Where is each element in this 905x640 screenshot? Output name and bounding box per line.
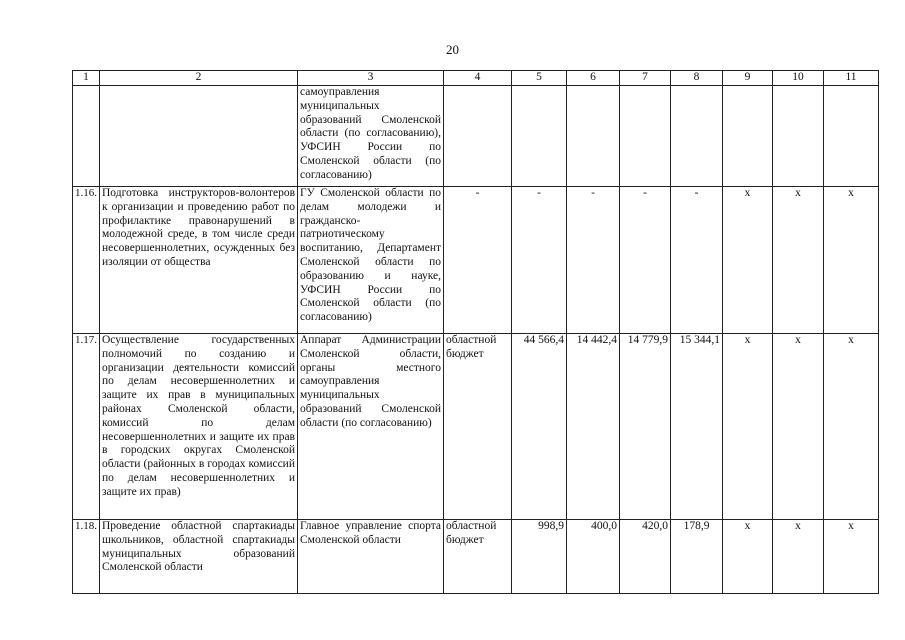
header-col-2: 2 xyxy=(100,71,298,86)
activity-cell: Подготовка инструкторов-волонтеров к организации и проведению работ по профилактике правонарушений в молодежной среде, в том числе среди несовершеннолетних, осужденных без изоляции от общества xyxy=(100,187,298,334)
mark-col-9 xyxy=(723,86,773,187)
value-col-8 xyxy=(671,86,723,187)
row-number: 1.18. xyxy=(73,520,100,594)
value-col-5: 998,9 xyxy=(512,520,567,594)
mark-col-9: х xyxy=(723,187,773,334)
value-col-5: 44 566,4 xyxy=(512,334,567,520)
header-col-1: 1 xyxy=(73,71,100,86)
value-col-6: 400,0 xyxy=(567,520,620,594)
table-row xyxy=(73,187,879,334)
header-col-6: 6 xyxy=(567,71,620,86)
executor-cell: Главное управление спорта Смоленской области xyxy=(298,520,444,594)
value-col-7: - xyxy=(620,187,671,334)
value-col-7 xyxy=(620,86,671,187)
mark-col-10 xyxy=(773,86,824,187)
header-row xyxy=(73,71,879,86)
executor-cell: самоуправления муниципальных образований Смоленской области (по согласованию), УФСИН России по Смоленской области (по согласованию) xyxy=(298,86,444,187)
row-number xyxy=(73,86,100,187)
value-col-8: 15 344,1 xyxy=(671,334,723,520)
value-col-5 xyxy=(512,86,567,187)
row-number: 1.16. xyxy=(73,187,100,334)
executor-cell: ГУ Смоленской области по делам молодежи и гражданско-патриотическому воспитанию, Департамент Смоленской области по образованию и науке, УФСИН России по Смоленской области (по согласованию) xyxy=(298,187,444,334)
funding-source-cell: - xyxy=(444,187,512,334)
table-row xyxy=(73,334,879,520)
value-col-6 xyxy=(567,86,620,187)
table-row xyxy=(73,520,879,594)
mark-col-11: х xyxy=(824,334,879,520)
value-col-6: - xyxy=(567,187,620,334)
mark-col-11 xyxy=(824,86,879,187)
mark-col-10: х xyxy=(773,187,824,334)
activity-cell: Проведение областной спартакиады школьников, областной спартакиады муниципальных образований Смоленской области xyxy=(100,520,298,594)
mark-col-9: х xyxy=(723,520,773,594)
mark-col-9: х xyxy=(723,334,773,520)
value-col-8: 178,9 xyxy=(671,520,723,594)
funding-source-cell xyxy=(444,86,512,187)
value-col-5: - xyxy=(512,187,567,334)
activity-cell: Осуществление государственных полномочий по созданию и организации деятельности комиссий по делам несовершеннолетних и защите их прав в муниципальных районах Смоленской области, комиссий по делам несовершеннолетних и защите их прав в городских округах Смоленской области (районных в городах комиссий по делам несовершеннолетних и защите их прав) xyxy=(100,334,298,520)
header-col-5: 5 xyxy=(512,71,567,86)
mark-col-10: х xyxy=(773,334,824,520)
value-col-8: - xyxy=(671,187,723,334)
header-col-11: 11 xyxy=(824,71,879,86)
program-table xyxy=(72,70,879,594)
header-col-10: 10 xyxy=(773,71,824,86)
mark-col-11: х xyxy=(824,187,879,334)
executor-cell: Аппарат Администрации Смоленской области, органы местного самоуправления муниципальных образований Смоленской области (по согласованию) xyxy=(298,334,444,520)
row-number: 1.17. xyxy=(73,334,100,520)
value-col-7: 14 779,9 xyxy=(620,334,671,520)
mark-col-10: х xyxy=(773,520,824,594)
funding-source-cell: областной бюджет xyxy=(444,334,512,520)
activity-cell xyxy=(100,86,298,187)
mark-col-11: х xyxy=(824,520,879,594)
value-col-7: 420,0 xyxy=(620,520,671,594)
header-col-9: 9 xyxy=(723,71,773,86)
header-col-3: 3 xyxy=(298,71,444,86)
table-row xyxy=(73,86,879,187)
funding-source-cell: областной бюджет xyxy=(444,520,512,594)
header-col-7: 7 xyxy=(620,71,671,86)
page-number: 20 xyxy=(446,42,459,57)
value-col-6: 14 442,4 xyxy=(567,334,620,520)
header-col-4: 4 xyxy=(444,71,512,86)
header-col-8: 8 xyxy=(671,71,723,86)
